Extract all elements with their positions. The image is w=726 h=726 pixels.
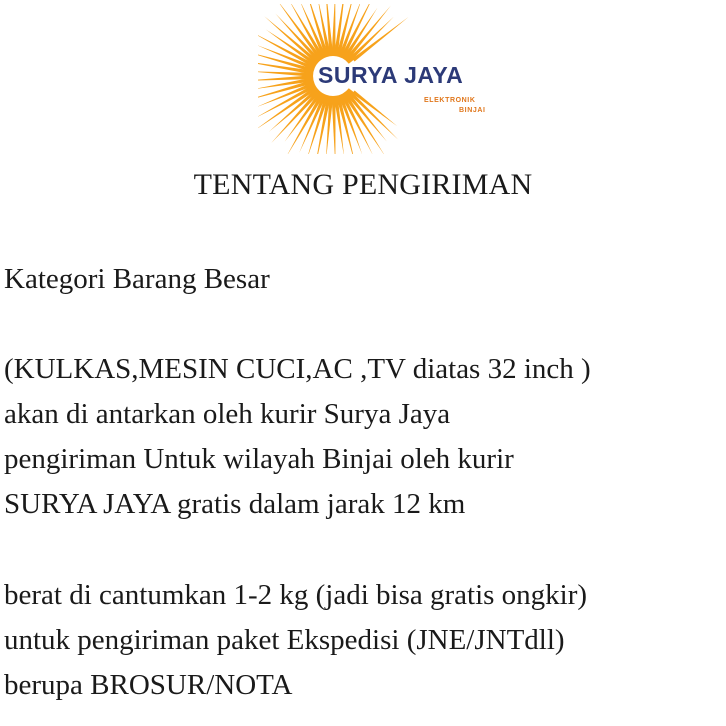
brand-subtitle-elektronik: ELEKTRONIK: [424, 97, 476, 104]
category-text: [4, 257, 722, 302]
page-title: TENTANG PENGIRIMAN: [193, 168, 533, 201]
paragraph-line: pengiriman Untuk wilayah Binjai oleh kurir: [4, 443, 514, 475]
paragraph-line: untuk pengiriman paket Ekspedisi (JNE/JNTdll): [4, 624, 565, 656]
sun-ray: [352, 17, 408, 62]
category-line: Kategori Barang Besar: [4, 263, 270, 295]
brand-subtitle-binjai: BINJAI: [459, 107, 486, 114]
paragraph-line: (KULKAS,MESIN CUCI,AC ,TV diatas 32 inch ): [4, 353, 591, 385]
sun-ray: [271, 94, 317, 143]
paragraph-line: berupa BROSUR/NOTA: [4, 669, 293, 701]
paragraph-line: akan di antarkan oleh kurir Surya Jaya: [4, 398, 451, 430]
sun-ray: [332, 102, 336, 154]
sun-ray: [350, 93, 398, 140]
paragraph-line: SURYA JAYA gratis dalam jarak 12 km: [4, 488, 466, 520]
brand-name: SURYA JAYA: [318, 62, 464, 88]
brand-logo: [258, 4, 508, 154]
paragraph-line: berat di cantumkan 1-2 kg (jadi bisa gratis ongkir): [4, 579, 588, 611]
paragraph-large-items: [4, 347, 722, 527]
sun-ray: [332, 4, 336, 50]
paragraph-expedition: [4, 573, 722, 708]
